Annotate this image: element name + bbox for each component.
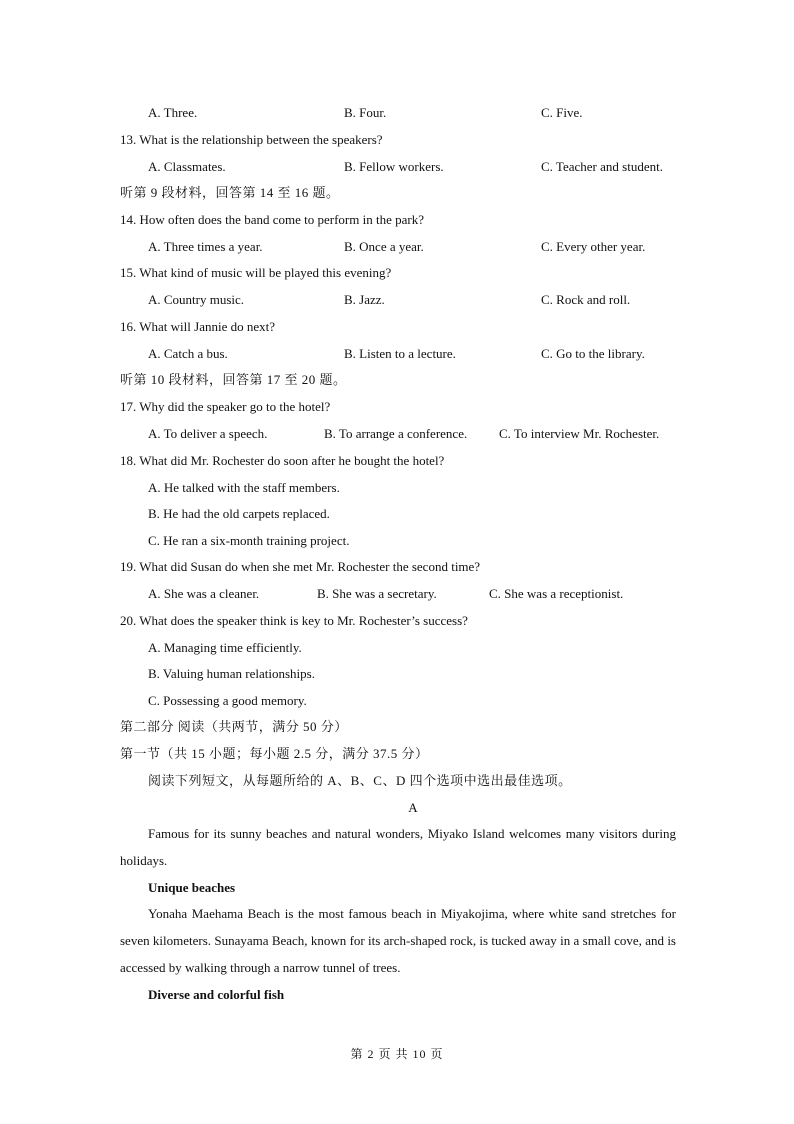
passage-subheading-fish: Diverse and colorful fish [148,987,285,1002]
q18-option-b: B. He had the old carpets replaced. [148,506,330,521]
q13-option-a: A. Classmates. [148,159,226,174]
q20-option-a: A. Managing time efficiently. [148,640,302,655]
q20-stem: 20. What does the speaker think is key to Mr. Rochester’s success? [120,613,468,628]
passage-paragraph-2: Yonaha Maehama Beach is the most famous beach in Miyakojima, where white sand stretches for seven kilometers. Sunayama Beach, known for its arch-shaped rock, is tucked away in a small cove, and is accessed by walking through a narrow tunnel of trees. [120,906,676,975]
q12-option-a: A. Three. [148,105,198,120]
q19-option-b: B. She was a secretary. [317,586,437,601]
q15-option-c: C. Rock and roll. [541,292,631,307]
q12-option-b: B. Four. [344,105,387,120]
q17-option-a: A. To deliver a speech. [148,426,268,441]
q18-option-c: C. He ran a six-month training project. [148,533,350,548]
page-number-footer: 第 2 页 共 10 页 [350,1047,444,1061]
q14-stem: 14. How often does the band come to perform in the park? [120,212,424,227]
section-1-heading: 第一节（共 15 小题；每小题 2.5 分，满分 37.5 分） [120,746,429,761]
q16-option-b: B. Listen to a lecture. [344,346,456,361]
q13-option-c: C. Teacher and student. [541,159,663,174]
section-10-heading: 听第 10 段材料，回答第 17 至 20 题。 [120,372,347,387]
q12-option-c: C. Five. [541,105,583,120]
q13-stem: 13. What is the relationship between the speakers? [120,132,383,147]
passage-paragraph-1: Famous for its sunny beaches and natural wonders, Miyako Island welcomes many visitors during holidays. [120,826,676,868]
q17-stem: 17. Why did the speaker go to the hotel? [120,399,331,414]
passage-subheading-beaches: Unique beaches [148,880,236,895]
q14-option-c: C. Every other year. [541,239,646,254]
q14-option-a: A. Three times a year. [148,239,263,254]
q15-option-a: A. Country music. [148,292,245,307]
q13-option-b: B. Fellow workers. [344,159,444,174]
q14-option-b: B. Once a year. [344,239,424,254]
q17-option-c: C. To interview Mr. Rochester. [499,426,660,441]
section-9-heading: 听第 9 段材料，回答第 14 至 16 题。 [120,185,340,200]
q20-option-c: C. Possessing a good memory. [148,693,307,708]
q18-option-a: A. He talked with the staff members. [148,480,340,495]
q19-stem: 19. What did Susan do when she met Mr. Rochester the second time? [120,559,481,574]
q19-option-c: C. She was a receptionist. [489,586,624,601]
q16-option-c: C. Go to the library. [541,346,645,361]
q15-stem: 15. What kind of music will be played this evening? [120,265,392,280]
reading-instruction: 阅读下列短文，从每题所给的 A、B、C、D 四个选项中选出最佳选项。 [148,773,572,788]
q15-option-b: B. Jazz. [344,292,385,307]
passage-letter: A [408,800,418,815]
q20-option-b: B. Valuing human relationships. [148,666,315,681]
part-2-heading: 第二部分 阅读（共两节，满分 50 分） [120,719,348,734]
q16-stem: 16. What will Jannie do next? [120,319,276,334]
q18-stem: 18. What did Mr. Rochester do soon after he bought the hotel? [120,453,445,468]
q19-option-a: A. She was a cleaner. [148,586,260,601]
q16-option-a: A. Catch a bus. [148,346,228,361]
q17-option-b: B. To arrange a conference. [324,426,468,441]
